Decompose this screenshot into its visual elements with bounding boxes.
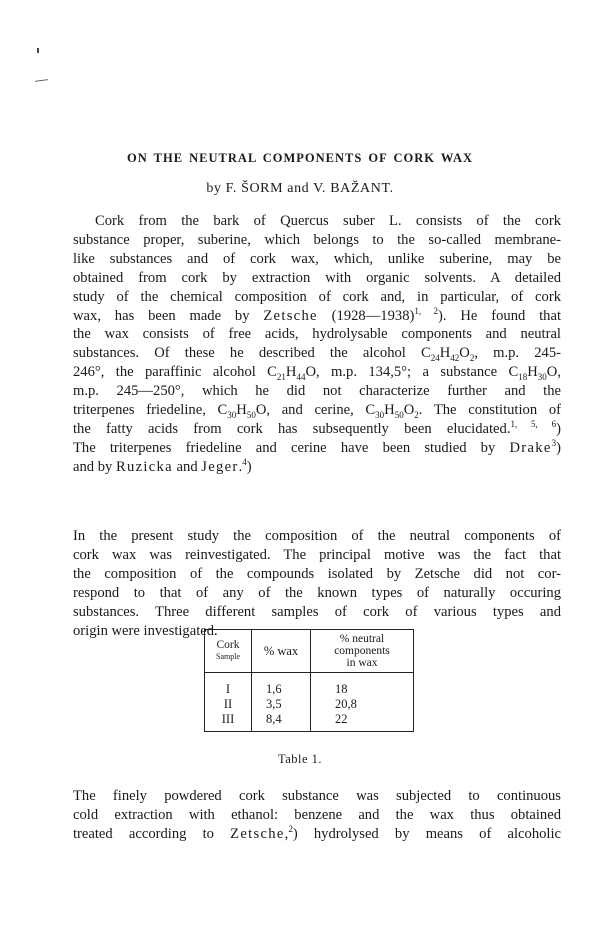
subscript: 50 xyxy=(394,409,404,420)
subscript: 30 xyxy=(375,409,385,420)
subscript: 50 xyxy=(246,409,256,420)
paper-title: ON THE NEUTRAL COMPONENTS OF CORK WAX xyxy=(126,151,474,165)
cell-neutral: 18 xyxy=(335,682,348,696)
text-line: the wax consists of free acids, hydrolysable components and neutral xyxy=(73,326,561,343)
cell-neutral: 20,8 xyxy=(335,697,357,711)
paragraph-1 xyxy=(73,212,561,477)
text-run: ) xyxy=(246,458,252,475)
header-text: components xyxy=(334,645,390,657)
text-line xyxy=(73,307,561,326)
cell-wax: 3,5 xyxy=(252,697,311,712)
text-run: H xyxy=(384,402,395,419)
subscript: 2 xyxy=(469,353,475,364)
text-run: O, m.p. 134,5°; a substance C xyxy=(305,364,519,381)
text-run: ) hydrolysed by means of alcoholic xyxy=(292,825,562,842)
table-row xyxy=(205,712,413,731)
text-run: treated according to xyxy=(73,825,231,842)
text-line: the composition of the compounds isolated by Zetsche did not cor- xyxy=(73,565,561,582)
reference-mark: 1, 2 xyxy=(414,305,439,316)
paper-authors: by F. ŠORM and V. BAŽANT. xyxy=(206,181,394,196)
text-line: substance proper, suberine, which belongs to the so-called membrane- xyxy=(73,231,561,248)
cell-wax: 8,4 xyxy=(252,712,311,731)
text-line: like substances and of cork wax, which, unlike suberine, may be xyxy=(73,250,561,267)
text-line xyxy=(73,458,561,477)
reference-mark: 1, 5, 6 xyxy=(510,419,557,430)
author-citation: Zetsche xyxy=(263,307,318,324)
text-line: origin were investigated. xyxy=(73,622,218,639)
data-table xyxy=(204,629,414,732)
cell-neutral: 22 xyxy=(335,712,348,726)
text-run: , m.p. 245- xyxy=(474,345,561,362)
text-run: and xyxy=(172,458,202,475)
text-run: (1928—1938) xyxy=(317,307,415,324)
subscript: 2 xyxy=(414,409,419,420)
table-row xyxy=(205,673,413,698)
table-row xyxy=(205,697,413,712)
text-line xyxy=(73,401,561,420)
text-run: . The constitution of xyxy=(418,402,561,419)
header-wax: % wax xyxy=(252,630,311,673)
text-run: the fatty acids from cork has subsequently been elucidated. xyxy=(73,420,511,437)
text-run: O xyxy=(459,345,470,362)
text-line: respond to that of any of the known types of naturally occuring xyxy=(73,584,561,601)
text-run: and by xyxy=(73,458,116,475)
text-line xyxy=(73,363,561,382)
text-line xyxy=(73,439,561,458)
text-line xyxy=(73,420,561,439)
text-line: cork wax was reinvestigated. The principal motive was the fact that xyxy=(73,546,561,563)
text-run: H xyxy=(285,364,297,381)
paragraph-2 xyxy=(73,527,561,640)
text-line: Cork from the bark of Quercus suber L. consists of the cork xyxy=(95,213,561,229)
table-header-row xyxy=(205,630,413,673)
header-neutral xyxy=(311,630,414,673)
text-line: obtained from cork by extraction with organic solvents. A detailed xyxy=(73,269,561,286)
table-caption: Table 1. xyxy=(277,752,323,766)
author-citation: Drake xyxy=(509,439,552,456)
text-line xyxy=(73,344,561,363)
text-run: 246°, the paraffinic alcohol C xyxy=(73,364,277,381)
text-run: , xyxy=(284,825,289,842)
reference-mark: 2 xyxy=(288,823,293,834)
text-run: . xyxy=(238,458,243,475)
text-run: ) xyxy=(556,439,561,456)
subscript: 44 xyxy=(296,372,306,383)
author-citation: Zetsche xyxy=(230,825,285,842)
subscript: 30 xyxy=(227,409,237,420)
text-line: The finely powdered cork substance was subjected to continuous xyxy=(73,788,561,804)
text-run: ). He found that xyxy=(438,307,562,324)
text-run: O, and cerine, C xyxy=(255,402,376,419)
subscript: 42 xyxy=(450,353,460,364)
reference-mark: 4 xyxy=(242,456,247,467)
header-text: Cork xyxy=(216,639,240,651)
cell-cork: I xyxy=(205,673,252,698)
text-line: study of the chemical composition of cork and, in particular, of cork xyxy=(73,288,561,305)
margin-mark xyxy=(37,48,39,53)
subscript: 21 xyxy=(276,372,286,383)
text-run: ) xyxy=(556,420,561,437)
subscript: 18 xyxy=(518,372,528,383)
text-line: m.p. 245—250°, which he did not characterize further and the xyxy=(73,383,561,400)
text-run: O, xyxy=(546,364,561,381)
header-text: % neutral xyxy=(339,633,385,645)
cell-cork: II xyxy=(205,697,252,712)
margin-mark xyxy=(35,79,48,82)
text-line: cold extraction with ethanol: benzene and the wax thus obtained xyxy=(73,806,561,823)
text-run: O xyxy=(403,402,415,419)
text-run: substances. Of these he described the alcohol C xyxy=(73,345,431,362)
text-line: In the present study the composition of the neutral components of xyxy=(73,528,561,544)
text-run: wax, has been made by xyxy=(73,307,264,324)
text-run: triterpenes friedeline, C xyxy=(73,402,228,419)
text-line: substances. Three different samples of cork of various types and xyxy=(73,603,561,620)
header-cork-sample xyxy=(205,630,252,673)
text-run: H xyxy=(439,345,451,362)
text-line xyxy=(73,825,561,844)
cell-cork: III xyxy=(205,712,252,731)
reference-mark: 3 xyxy=(551,438,557,449)
subscript: 30 xyxy=(537,372,547,383)
author-citation: Jeger xyxy=(201,458,239,475)
subscript: 24 xyxy=(430,353,440,364)
text-run: H xyxy=(236,402,247,419)
cell-wax: 1,6 xyxy=(252,673,311,698)
paragraph-3 xyxy=(73,787,561,844)
text-run: H xyxy=(527,364,538,381)
text-run: The triterpenes friedeline and cerine have been studied by xyxy=(73,439,510,456)
header-text: Sample xyxy=(216,652,240,661)
header-text: in wax xyxy=(346,657,378,669)
author-citation: Ruzicka xyxy=(115,458,173,475)
